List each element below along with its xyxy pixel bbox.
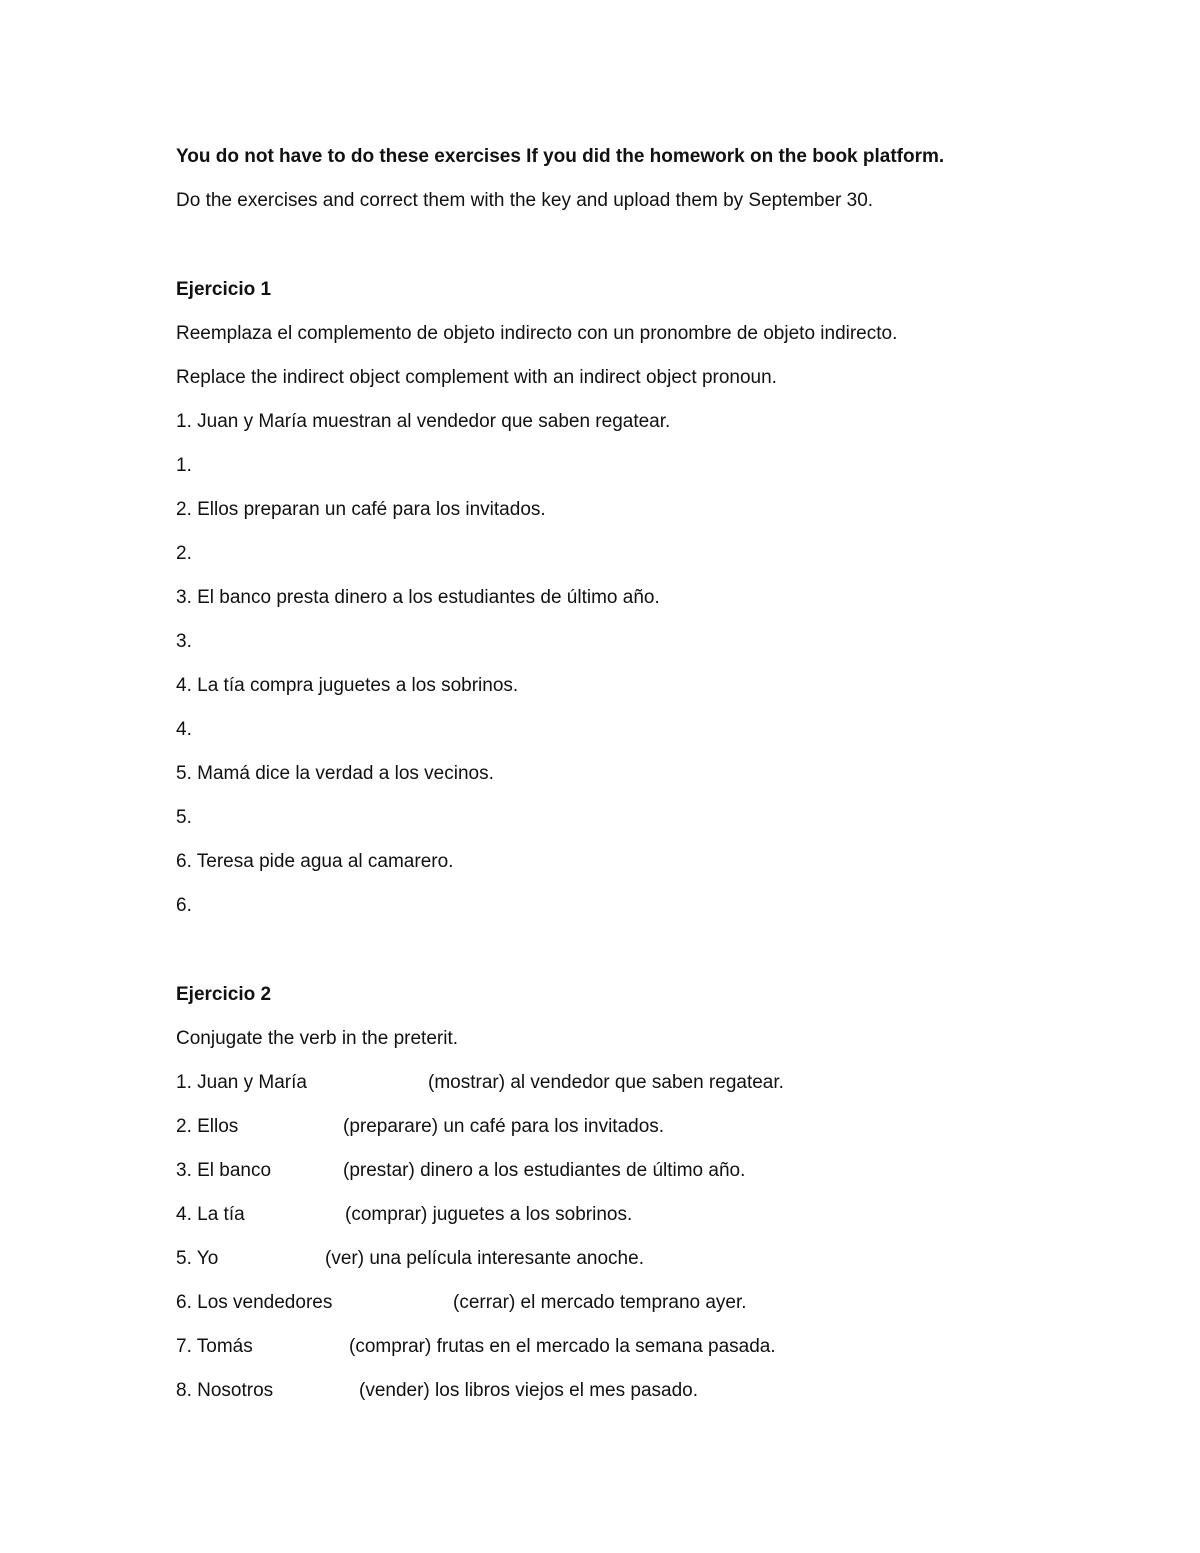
exercise1-item-sentence: 5. Mamá dice la verdad a los vecinos. [176, 763, 494, 784]
exercise1-item-sentence: 2. Ellos preparan un café para los invitados. [176, 499, 546, 520]
exercise1-item-sentence: 3. El banco presta dinero a los estudiantes de último año. [176, 587, 660, 608]
exercise2-item [176, 1071, 784, 1095]
exercise1-item-sentence: 1. Juan y María muestran al vendedor que saben regatear. [176, 411, 671, 432]
exercise1-item-answer: 5. [176, 807, 192, 828]
exercise1-instruction-es: Reemplaza el complemento de objeto indirecto con un pronombre de objeto indirecto. [176, 323, 898, 344]
instruction-text: Do the exercises and correct them with the key and upload them by September 30. [176, 190, 874, 211]
exercise2-instruction: Conjugate the verb in the preterit. [176, 1028, 459, 1049]
exercise2-item-subject: 3. El banco [176, 1160, 272, 1181]
exercise1-item-answer: 2. [176, 543, 192, 564]
exercise2-item [176, 1379, 698, 1403]
exercise1-item-answer: 1. [176, 455, 192, 476]
exercise1-item-answer: 6. [176, 895, 192, 916]
exercise2-item-subject: 2. Ellos [176, 1116, 239, 1137]
exercise2-item [176, 1159, 745, 1183]
exercise2-item-rest: (preparare) un café para los invitados. [343, 1116, 665, 1137]
exercise2-title: Ejercicio 2 [176, 984, 272, 1005]
exercise2-item-subject: 6. Los vendedores [176, 1292, 333, 1313]
exercise1-item-answer: 4. [176, 719, 192, 740]
exercise2-item-rest: (mostrar) al vendedor que saben regatear. [428, 1072, 784, 1093]
exercise2-item-rest: (comprar) frutas en el mercado la semana pasada. [349, 1336, 776, 1357]
exercise2-item [176, 1335, 776, 1359]
exercise2-item-subject: 4. La tía [176, 1204, 245, 1225]
exercise2-item [176, 1291, 747, 1315]
exercise2-item-subject: 7. Tomás [176, 1336, 253, 1357]
exercise2-item-rest: (prestar) dinero a los estudiantes de último año. [343, 1160, 746, 1181]
exercise2-item-subject: 1. Juan y María [176, 1072, 307, 1093]
exercise1-item-sentence: 6. Teresa pide agua al camarero. [176, 851, 454, 872]
exercise1-title: Ejercicio 1 [176, 279, 272, 300]
exercise1-item-answer: 3. [176, 631, 192, 652]
exercise2-item-rest: (cerrar) el mercado temprano ayer. [453, 1292, 747, 1313]
exercise1-instruction-en: Replace the indirect object complement with an indirect object pronoun. [176, 367, 777, 388]
exercise2-item-rest: (ver) una película interesante anoche. [325, 1248, 644, 1269]
exercise2-item-rest: (comprar) juguetes a los sobrinos. [345, 1204, 633, 1225]
notice-text: You do not have to do these exercises If you did the homework on the book platform. [176, 146, 945, 167]
exercise2-item-rest: (vender) los libros viejos el mes pasado. [359, 1380, 698, 1401]
exercise2-item [176, 1115, 664, 1139]
exercise2-item-subject: 5. Yo [176, 1248, 219, 1269]
exercise2-item [176, 1203, 632, 1227]
exercise1-item-sentence: 4. La tía compra juguetes a los sobrinos. [176, 675, 519, 696]
exercise2-item [176, 1247, 644, 1271]
exercise2-item-subject: 8. Nosotros [176, 1380, 274, 1401]
